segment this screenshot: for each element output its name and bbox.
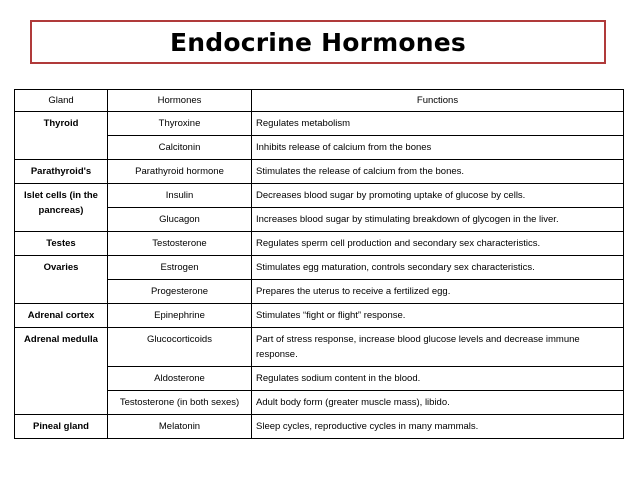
gland-cell: Parathyroid's [15,160,108,184]
table-row [15,256,624,280]
table-row [15,415,624,439]
hormone-cell: Progesterone [108,280,252,304]
hormone-cell: Calcitonin [108,136,252,160]
hormone-cell: Aldosterone [108,367,252,391]
table-row [15,184,624,208]
hormone-cell: Testosterone (in both sexes) [108,391,252,415]
function-cell: Stimulates “fight or flight” response. [252,304,624,328]
gland-cell: Testes [15,232,108,256]
title-box [30,20,606,64]
gland-cell: Pineal gland [15,415,108,439]
function-cell: Regulates sodium content in the blood. [252,367,624,391]
table-row [15,160,624,184]
table-row [15,232,624,256]
hormones-table [14,89,624,439]
function-cell: Inhibits release of calcium from the bones [252,136,624,160]
hormone-cell: Insulin [108,184,252,208]
hormone-cell: Estrogen [108,256,252,280]
function-cell: Regulates metabolism [252,112,624,136]
header-functions: Functions [252,90,624,112]
table-header-row [15,90,624,112]
function-cell: Part of stress response, increase blood glucose levels and decrease immune response. [252,328,624,367]
gland-cell: Adrenal medulla [15,328,108,415]
function-cell: Adult body form (greater muscle mass), libido. [252,391,624,415]
function-cell: Increases blood sugar by stimulating breakdown of glycogen in the liver. [252,208,624,232]
table-row [15,112,624,136]
hormone-cell: Testosterone [108,232,252,256]
function-cell: Stimulates the release of calcium from the bones. [252,160,624,184]
table-row [15,304,624,328]
function-cell: Sleep cycles, reproductive cycles in many mammals. [252,415,624,439]
gland-cell: Thyroid [15,112,108,160]
gland-cell: Adrenal cortex [15,304,108,328]
header-hormones: Hormones [108,90,252,112]
gland-cell: Islet cells (in the pancreas) [15,184,108,232]
hormone-cell: Thyroxine [108,112,252,136]
table-row [15,328,624,367]
function-cell: Regulates sperm cell production and secondary sex characteristics. [252,232,624,256]
hormone-cell: Parathyroid hormone [108,160,252,184]
hormone-cell: Melatonin [108,415,252,439]
function-cell: Stimulates egg maturation, controls secondary sex characteristics. [252,256,624,280]
hormone-cell: Glucocorticoids [108,328,252,367]
page-title: Endocrine Hormones [169,27,466,57]
header-gland: Gland [15,90,108,112]
hormone-cell: Glucagon [108,208,252,232]
gland-cell: Ovaries [15,256,108,304]
hormone-cell: Epinephrine [108,304,252,328]
function-cell: Prepares the uterus to receive a fertilized egg. [252,280,624,304]
function-cell: Decreases blood sugar by promoting uptake of glucose by cells. [252,184,624,208]
